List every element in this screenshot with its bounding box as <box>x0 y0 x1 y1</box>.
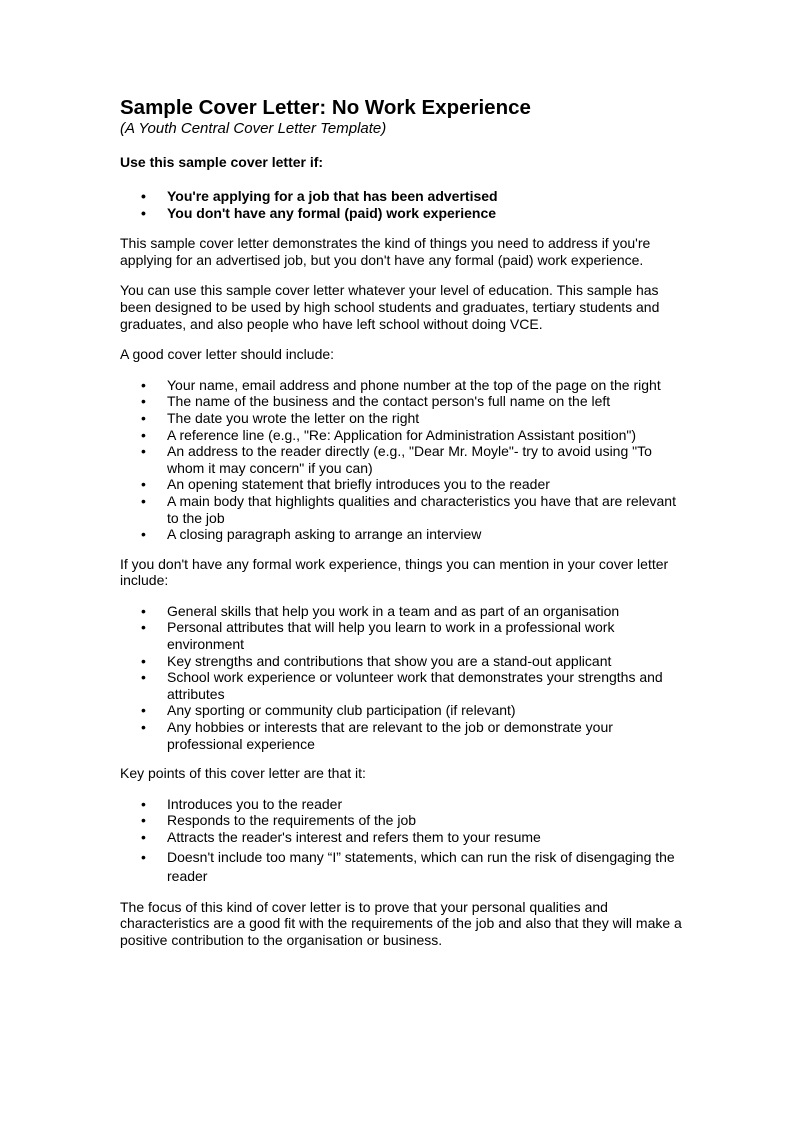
list-item: • Attracts the reader's interest and refers them to your resume <box>167 829 683 846</box>
list-item: • Introduces you to the reader <box>167 796 683 813</box>
include-list <box>120 377 683 543</box>
list-item: • Doesn't include too many “I” statements, which can run the risk of disengaging the reader <box>167 848 683 886</box>
list-item: • You don't have any formal (paid) work experience <box>167 205 683 222</box>
paragraph-keypoints-heading: Key points of this cover letter are that it: <box>120 765 366 782</box>
intro-label: Use this sample cover letter if: <box>120 154 324 170</box>
list-item: • School work experience or volunteer work that demonstrates your strengths and attributes <box>167 669 683 702</box>
paragraph-education: You can use this sample cover letter whatever your level of education. This sample has been designed to be used by high school students and graduates, tertiary students and graduates, and also people who have left school without doing VCE. <box>120 282 660 332</box>
list-item: • The date you wrote the letter on the right <box>167 410 683 427</box>
list-item: • An address to the reader directly (e.g., "Dear Mr. Moyle"- try to avoid using "To whom it may concern" if you can) <box>167 443 683 476</box>
paragraph-purpose: This sample cover letter demonstrates the kind of things you need to address if you're applying for an advertised job, but you don't have any formal (paid) work experience. <box>120 235 651 268</box>
list-item: • You're applying for a job that has been advertised <box>167 188 683 205</box>
list-item: • Any hobbies or interests that are relevant to the job or demonstrate your professional experience <box>167 719 683 752</box>
page-title: Sample Cover Letter: No Work Experience <box>120 96 531 119</box>
list-item: • A reference line (e.g., "Re: Application for Administration Assistant position") <box>167 427 683 444</box>
list-item: • Personal attributes that will help you learn to work in a professional work environment <box>167 619 683 652</box>
list-item: • Any sporting or community club participation (if relevant) <box>167 702 683 719</box>
list-item: • Your name, email address and phone number at the top of the page on the right <box>167 377 683 394</box>
list-item: • A closing paragraph asking to arrange an interview <box>167 526 683 543</box>
list-item: • General skills that help you work in a team and as part of an organisation <box>167 603 683 620</box>
page-subtitle: (A Youth Central Cover Letter Template) <box>120 120 387 137</box>
list-item: • Responds to the requirements of the job <box>167 812 683 829</box>
list-item: • Key strengths and contributions that show you are a stand-out applicant <box>167 653 683 670</box>
paragraph-include-heading: A good cover letter should include: <box>120 346 335 363</box>
paragraph-focus: The focus of this kind of cover letter is to prove that your personal qualities and characteristics are a good fit with the requirements of the job and also that they will make a positive contribution to the organisation or business. <box>120 898 682 948</box>
keypoints-list <box>120 796 683 886</box>
mention-list <box>120 603 683 752</box>
list-item: • The name of the business and the contact person's full name on the left <box>167 393 683 410</box>
list-item: • A main body that highlights qualities and characteristics you have that are relevant to the job <box>167 493 683 526</box>
list-item: • An opening statement that briefly introduces you to the reader <box>167 476 683 493</box>
intro-list <box>120 188 683 221</box>
paragraph-mention-heading: If you don't have any formal work experience, things you can mention in your cover letter include: <box>120 555 669 589</box>
